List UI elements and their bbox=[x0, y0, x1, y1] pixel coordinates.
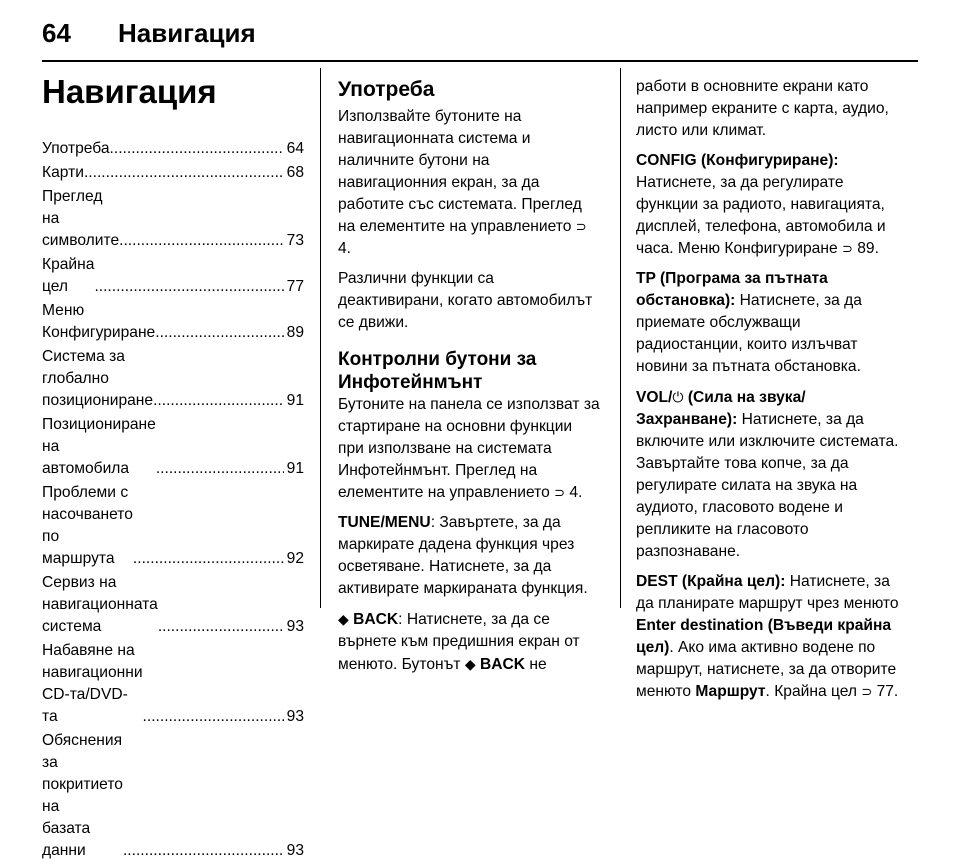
toc-leader-dots bbox=[119, 230, 284, 252]
toc-entry-label: Крайна цел bbox=[42, 256, 95, 295]
page-reference-arrow-icon: ⊃ bbox=[575, 219, 587, 234]
toc-entry-page: 73 bbox=[286, 232, 304, 249]
middle-column bbox=[338, 78, 602, 684]
page-number: 64 bbox=[42, 18, 71, 48]
page-reference-arrow-icon: ⊃ bbox=[861, 684, 873, 699]
toc-entry[interactable] bbox=[42, 346, 304, 412]
chapter-title: Навигация bbox=[42, 73, 217, 110]
toc-leader-dots bbox=[94, 276, 283, 298]
page-header bbox=[0, 0, 960, 62]
tp-label: TP (Програма за пътната обстановка): bbox=[636, 270, 828, 309]
back-arrow-icon: ◆ bbox=[338, 611, 349, 627]
header-rule bbox=[42, 60, 918, 62]
toc-entry-page: 93 bbox=[286, 708, 304, 725]
table-of-contents bbox=[42, 138, 304, 862]
toc-entry-label: Набавяне на навигационни CD-та/DVD-та bbox=[42, 642, 143, 725]
paragraph-back: ◆ BACK: Натиснете, за да се върнете към предишния екран от менюто. Бутонът ◆ BACK не bbox=[338, 611, 580, 673]
toc-leader-dots bbox=[143, 706, 284, 728]
column-divider bbox=[320, 68, 321, 608]
power-icon: ⏻ bbox=[672, 389, 684, 405]
paragraph-controls: Бутоните на панела се използват за стартиране на основни функции при използване на системата Инфотейнмънт. Преглед на елементите на управлението ⊃ 4. bbox=[338, 396, 600, 501]
vol-label: VOL/ bbox=[636, 389, 673, 406]
paragraph-usage: Използвайте бутоните на навигационната система и наличните бутони на навигационния екран, за да работите със системата. Преглед на елементите на управлението ⊃ 4. bbox=[338, 108, 587, 257]
toc-entry[interactable] bbox=[42, 254, 304, 298]
paragraph-tp: TP (Програма за пътната обстановка): Натиснете, за да приемате обслужващи радиостанции, които излъчват новини за пътната обстановка. bbox=[636, 270, 862, 375]
paragraph-continued: работи в основните екрани като например екраните с карта, аудио, листо или климат. bbox=[636, 78, 889, 139]
toc-entry-page: 92 bbox=[286, 550, 304, 567]
toc-entry[interactable] bbox=[42, 138, 304, 160]
page-reference[interactable]: 4. bbox=[569, 484, 583, 501]
toc-entry-label: Обяснения за покритието на базата данни bbox=[42, 732, 123, 859]
toc-entry-label: Сервиз на навигационната система bbox=[42, 574, 158, 635]
page-reference[interactable]: 4. bbox=[338, 240, 352, 257]
page-reference-arrow-icon: ⊃ bbox=[841, 241, 853, 256]
toc-leader-dots bbox=[123, 840, 284, 862]
toc-entry-label: Карти bbox=[42, 164, 84, 181]
paragraph-vol: VOL/⏻ (Сила на звука/ Захранване): Натиснете, за да включите или изключите системата. Завъртайте това копче, за да регулирате силата на звука на аудиото, гласовото водене и репликите на гласовото разпознаване. bbox=[636, 389, 899, 560]
toc-leader-dots bbox=[84, 162, 284, 184]
paragraph-dest: DEST (Крайна цел): Натиснете, за да планирате маршрут чрез менюто Enter destination (Въведи крайна цел). Ако има активно водене по маршрут, натиснете, за да отворите менюто Маршрут. Крайна цел ⊃ 77. bbox=[636, 573, 899, 700]
tune-menu-label: TUNE/MENU bbox=[338, 514, 431, 531]
toc-entry-page: 64 bbox=[286, 140, 304, 157]
toc-entry-page: 91 bbox=[286, 392, 304, 409]
toc-column bbox=[42, 70, 304, 864]
dest-label: DEST (Крайна цел): bbox=[636, 573, 786, 590]
toc-entry-label: Позициониране на автомобила bbox=[42, 416, 156, 477]
toc-entry-page: 77 bbox=[286, 278, 304, 295]
column-divider bbox=[620, 68, 621, 608]
page-reference[interactable]: 89. bbox=[857, 240, 879, 257]
toc-entry-page: 89 bbox=[286, 324, 304, 341]
toc-entry-label: Система за глобално позициониране bbox=[42, 348, 154, 409]
section-heading-controls: Контролни бутони за Инфотейнмънт bbox=[338, 349, 537, 393]
toc-entry[interactable] bbox=[42, 482, 304, 570]
toc-leader-dots bbox=[158, 616, 284, 638]
toc-entry[interactable] bbox=[42, 640, 304, 728]
toc-entry-label: Преглед на символите bbox=[42, 188, 120, 249]
toc-entry[interactable] bbox=[42, 572, 304, 638]
toc-leader-dots bbox=[155, 322, 283, 344]
running-title: Навигация bbox=[118, 18, 256, 48]
toc-leader-dots bbox=[110, 138, 284, 160]
toc-entry-page: 68 bbox=[286, 164, 304, 181]
toc-entry-page: 93 bbox=[286, 842, 304, 859]
paragraph-disabled: Различни функции са деактивирани, когато автомобилът се движи. bbox=[338, 270, 593, 331]
back-label: BACK bbox=[353, 611, 399, 628]
section-heading-usage: Употреба bbox=[338, 78, 435, 101]
toc-entry[interactable] bbox=[42, 162, 304, 184]
toc-leader-dots bbox=[156, 458, 284, 480]
back-arrow-icon: ◆ bbox=[464, 656, 476, 672]
toc-entry-page: 93 bbox=[286, 618, 304, 635]
page-reference-arrow-icon: ⊃ bbox=[554, 485, 566, 500]
page-reference[interactable]: 77. bbox=[876, 683, 899, 700]
toc-leader-dots bbox=[133, 548, 284, 570]
toc-entry-page: 91 bbox=[286, 460, 304, 477]
toc-entry[interactable] bbox=[42, 414, 304, 480]
toc-leader-dots bbox=[153, 390, 284, 412]
paragraph-config: CONFIG (Конфигуриране): Натиснете, за да регулирате функции за радиото, навигацията, дисплей, телефона, автомобила и часа. Меню Конфигуриране ⊃ 89. bbox=[636, 152, 886, 257]
toc-entry-label: Проблеми с насочването по маршрута bbox=[42, 484, 133, 567]
config-label: CONFIG (Конфигуриране): bbox=[636, 152, 839, 169]
toc-entry[interactable] bbox=[42, 730, 304, 862]
toc-entry[interactable] bbox=[42, 300, 304, 344]
toc-entry-label: Употреба bbox=[42, 140, 110, 157]
right-column bbox=[636, 76, 906, 711]
toc-entry[interactable] bbox=[42, 186, 304, 252]
paragraph-tune-menu: TUNE/MENU: Завъртете, за да маркирате дадена функция чрез осветяване. Натиснете, за да активирате маркираната функция. bbox=[338, 514, 588, 597]
toc-entry-label: Меню Конфигуриране bbox=[42, 302, 156, 341]
